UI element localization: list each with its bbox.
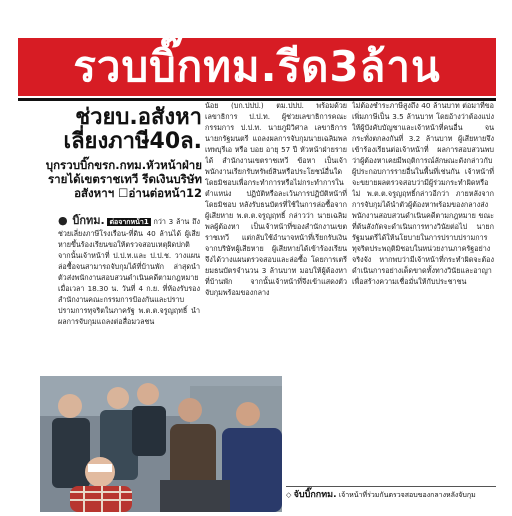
article-column-1 [58, 214, 200, 374]
subheadline [30, 106, 202, 200]
column1-lead: ● บิ๊กทม. [58, 214, 105, 227]
jump-box-icon: ☐ [118, 186, 129, 200]
caption-bold: จับบิ๊กกทม. [293, 490, 337, 500]
continued-from-tag: ต่อจากหน้า1 [109, 218, 149, 226]
column1-text: กว่า 3 ล้าน ถึงช่วยเลี่ยงภาษีโรงเรือน-ที่ดิน 40 ล้านได้ ผู้เสียหายขึ้นร้องเรียนขอให้ตรวจสอบเหตุผิดปกติ จากนั้นเจ้าหน้าที่ ป.ป.ท.และ ป.ป.ช. วางแผนล่อซื้อจนสามารถจับกุมได้ที่บ้านพัก ล่าสุดนำตัวส่งพนักงานสอบสวนดำเนินคดีตามกฎหมาย เมื่อเวลา 18.30 น. วันที่ 4 ก.ย. ที่ห้องรับรองสำนักงานคณะกรรมการป้องกันและปราบปรามการทุจริตในภาครัฐ พ.ต.ต.จรูญฤทธิ์ นำผลการจับกุมแถลงต่อสื่อมวลชน [58, 217, 200, 326]
caption-pointer-icon: ◇ [286, 491, 292, 499]
news-photo [40, 376, 282, 512]
news-photo-image [40, 376, 282, 512]
column2-text: น้อย (บก.ปปป.) ตม.ปปป. พร้อมด้วยเลขาธิการ ป.ป.ท. ผู้ช่วยเลขาธิการคณะกรรมการ ป.ป.ท. นายภูมิวิศาล เลขาธิการ นายกรัฐมนตรี แถลงผลการจับกุมนายเฉลิมพล เทพบุรีเอ หรือ บอย อายุ 57 ปี หัวหน้าฝ่ายรายได้ สำนักงานเขตราชเทวี ข้อหา เป็นเจ้าพนักงานเรียกรับทรัพย์สินหรือประโยชน์อื่นใดโดยมิชอบเพื่อกระทำการหรือไม่กระทำการในตำแหน่ง ปฏิบัติหรือละเว้นการปฏิบัติหน้าที่โดยมิชอบ หลังรับธนบัตรที่ใช้ในการล่อซื้อจากผู้เสียหาย พ.ต.ต.จรูญฤทธิ์ กล่าวว่า นายเฉลิมพลผู้ต้องหา เป็นเจ้าหน้าที่ของสำนักงานเขตราชเทวี แต่กลับใช้อำนาจหน้าที่เรียกรับเงินจากบริษัทผู้เสียหาย ผู้เสียหายได้เข้าร้องเรียน จึงได้วางแผนตรวจสอบและล่อซื้อ โดยการเตรียมธนบัตรจำนวน 3 ล้านบาท มอบให้ผู้ต้องหาที่บ้านพัก จากนั้นเจ้าหน้าที่จึงเข้าแสดงตัวจับกุมพร้อมของกลาง [205, 101, 347, 297]
caption-text: เจ้าหน้าที่ร่วมกันตรวจสอบของกลางหลังจับกุม [338, 491, 476, 499]
headline-banner [18, 38, 496, 96]
subheadline-line1: ช่วยบ.อสังหา [75, 105, 202, 130]
article-column-3 [352, 100, 494, 480]
headline: รวบบิ๊กทม.รีด3ล้าน [73, 42, 441, 91]
subheadline-line2: เลี่ยงภาษี40ล. [63, 129, 202, 154]
jump-reference: อ่านต่อหน้า12 [128, 186, 202, 200]
column3-text: ไม่ต้องชำระภาษีสูงถึง 40 ล้านบาท ต่อมาที่ขอเพิ่มภาษีเป็น 3.5 ล้านบาท โดยอ้างว่าต้องแบ่งให้ผู้บังคับบัญชาและเจ้าหน้าที่คนอื่น จนกระทั่งตกลงกันที่ 3.2 ล้านบาท ผู้เสียหายจึงเข้าร้องเรียนต่อเจ้าหน้าที่ ผลการสอบสวนพบว่าผู้ต้องหาเคยมีพฤติการณ์ลักษณะดังกล่าวกับผู้ประกอบการรายอื่นในพื้นที่เช่นกัน เจ้าหน้าที่จะขยายผลตรวจสอบว่ามีผู้ร่วมกระทำผิดหรือไม่ พ.ต.ต.จรูญฤทธิ์กล่าวอีกว่า ภายหลังจากการจับกุมได้นำตัวผู้ต้องหาพร้อมของกลางส่งพนักงานสอบสวนดำเนินคดีตามกฎหมาย ขณะที่ต้นสังกัดจะดำเนินการทางวินัยต่อไป นายกรัฐมนตรีได้ให้นโยบายในการปราบปรามการทุจริตประพฤติมิชอบในหน่วยงานภาครัฐอย่างจริงจัง หากพบว่ามีเจ้าหน้าที่กระทำผิดจะต้องดำเนินการอย่างเด็ดขาดทั้งทางวินัยและอาญา เพื่อสร้างความเชื่อมั่นให้กับประชาชน [352, 101, 494, 286]
subheadline-summary-text: บุกรวบบิ๊กขรก.กทม.หัวหน้าฝ่ายรายได้เขตราชเทวี รีดเงินบริษัทอสังหาฯ [45, 158, 202, 200]
subheadline-summary [30, 158, 202, 200]
